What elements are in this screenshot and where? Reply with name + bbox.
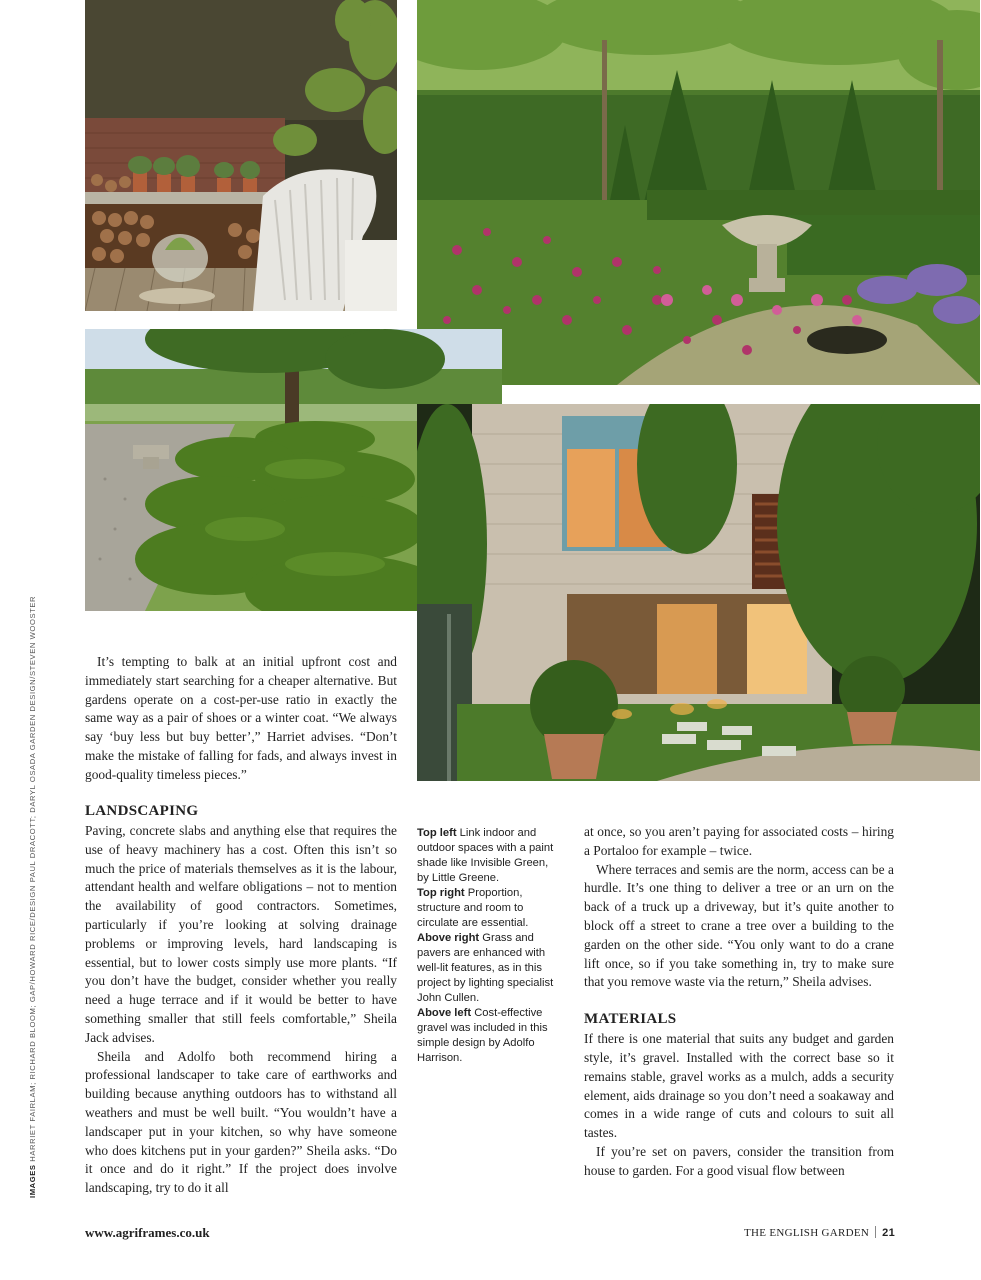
image-credits-label: IMAGES xyxy=(28,1164,37,1198)
landscaping-section xyxy=(85,803,397,1198)
footer-url[interactable]: www.agriframes.co.uk xyxy=(85,1225,210,1240)
photo-above-right xyxy=(417,404,980,781)
materials-heading: MATERIALS xyxy=(584,1011,677,1028)
photo-top-left xyxy=(85,0,397,311)
caption-text: Grass and pavers are enhanced with well-lit features, as in this project by lighting specialist John Cullen. xyxy=(417,932,554,1004)
photo-top-right-image xyxy=(417,0,980,385)
caption-label: Above left xyxy=(417,1007,472,1019)
footer-magazine-name: THE ENGLISH GARDEN xyxy=(743,1227,870,1239)
caption-text: Proportion, structure and room to circulate are essential. xyxy=(417,887,529,929)
image-credits-text: HARRIET FAIRLAM; RICHARD BLOOM; GAP/HOWARD RICE/DESIGN PAUL DRACOTT; DARYL OSADA GARDEN DESIGN/STEVEN WOOSTER xyxy=(28,595,37,1162)
right-paragraph-2: Where terraces and semis are the norm, access can be a hurdle. It’s one thing to deliver a tree or an urn on the back of a truck up a driveway, but it’s quite another to block off a street to crane a tree over a building to the garden on the other side. “You only want to do a crane lift once, so if you take something in, try to make sure that you remove waste via the return,” Sheila advises. xyxy=(584,861,894,990)
photo-above-right-image xyxy=(417,404,980,781)
caption-label: Top right xyxy=(417,887,465,899)
photo-top-left-image xyxy=(85,0,397,311)
caption-label: Top left xyxy=(417,827,457,839)
photo-top-right xyxy=(417,0,980,385)
footer-page-number: 21 xyxy=(882,1227,895,1239)
footer-divider xyxy=(875,1226,876,1238)
right-column xyxy=(584,823,894,1181)
intro-paragraph: It’s tempting to balk at an initial upfront cost and immediately start searching for a cheaper alternative. But gardens operate on a cost-per-use ratio in exactly the same way as a pair of shoes or a winter coat. “We always say ‘buy less but buy better’,” Harriet advises. “Don’t make the mistake of falling for fads, and always invest in good-quality timeless pieces.” xyxy=(85,654,397,782)
caption-text: Cost-effective gravel was included in this simple design by Adolfo Harrison. xyxy=(417,1007,548,1064)
photo-captions xyxy=(417,826,562,1066)
footer-page-info xyxy=(744,1226,895,1239)
landscaping-paragraph-1: Paving, concrete slabs and anything else that requires the use of heavy machinery has a cost. Often this isn’t so much the price of materials themselves as it is the labour, attendant health and welfare obligations – not to mention the availability of good contractors. Sometimes, particularly if you’re looking at solving drainage problems or improving levels, hard landscaping is essential, but to lower costs simply use more plants. “If you don’t have the budget, consider whether you really need a huge terrace and if it would be better to have something smaller that still feels comfortable,” Sheila Jack advises. xyxy=(85,823,397,1045)
intro-text-block xyxy=(85,653,397,785)
caption-top-right xyxy=(417,886,562,931)
landscaping-heading: LANDSCAPING xyxy=(85,803,199,819)
materials-paragraph-2: If you’re set on pavers, consider the transition from house to garden. For a good visual flow between xyxy=(584,1143,894,1178)
image-credits xyxy=(28,596,37,1198)
right-paragraph-1: at once, so you aren’t paying for associated costs – hiring a Portaloo for example – twice. xyxy=(584,824,894,858)
landscaping-paragraph-2: Sheila and Adolfo both recommend hiring a professional landscaper to take care of earthworks and building because anything outdoors has to withstand all weathers and must be well built. “You wouldn’t have a landscaper put in your kitchen, so why have someone who does kitchens put in your garden?” Sheila asks. “Do it once and do it right.” If the project does involve landscaping, try to do it all xyxy=(85,1048,397,1196)
caption-label: Above right xyxy=(417,932,480,944)
caption-top-left xyxy=(417,826,562,886)
materials-paragraph-1: If there is one material that suits any budget and garden style, it’s gravel. Installed with the correct base so it remains stable, gravel works as a mulch, adds a security element, aids drainage so you don’t need a soakaway and comes in a wide range of cuts and colours to suit all tastes. xyxy=(584,1031,894,1141)
caption-above-right xyxy=(417,931,562,1006)
caption-text: Link indoor and outdoor spaces with a paint shade like Invisible Green, by Little Greene. xyxy=(417,827,554,884)
caption-above-left xyxy=(417,1006,562,1066)
